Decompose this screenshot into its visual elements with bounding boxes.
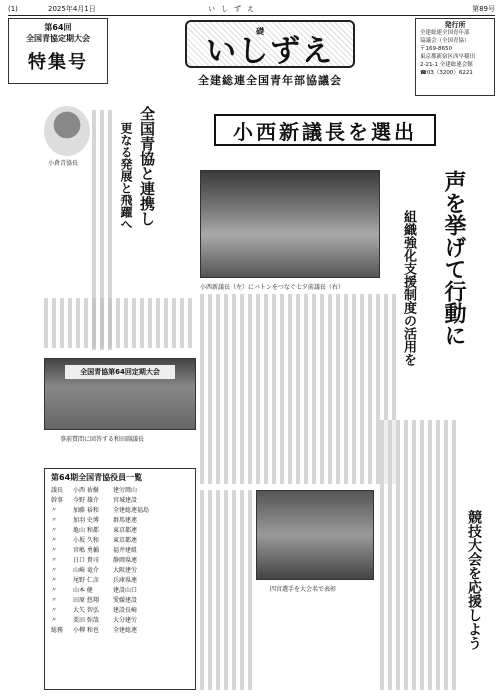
officer-name: 大矢 智弘 [73, 607, 99, 614]
photo-baton-handover [200, 170, 380, 278]
officer-role: 〃 [51, 597, 58, 604]
officer-aff: 愛媛建設 [113, 597, 138, 604]
officer-role: 総務 [51, 627, 64, 634]
officer-aff: 大阪建労 [113, 567, 138, 574]
top-line [8, 4, 495, 14]
officer-row [51, 566, 189, 576]
officer-name: 山本 健 [73, 587, 93, 594]
officer-role: 〃 [51, 577, 58, 584]
article3-headline: 競技大会を応援しよう [466, 510, 482, 650]
publisher-line: 〒169-8650 [420, 46, 452, 52]
publisher-line: 東京都新宿区西早稲田 [420, 54, 476, 60]
officer-row [51, 516, 189, 526]
officer-aff: 建設長崎 [113, 607, 138, 614]
org-name: 全建総連全国青年部協議会 [198, 74, 342, 87]
officer-role: 〃 [51, 517, 58, 524]
convention-banner: 全国青協第64回定期大会 [65, 365, 175, 379]
officer-name: 加羽 史博 [73, 517, 99, 524]
officer-row [51, 616, 189, 626]
officer-role: 〃 [51, 607, 58, 614]
officer-role: 議長 [51, 487, 64, 494]
officer-name: 亀山 和都 [73, 527, 99, 534]
top-rule [8, 15, 495, 16]
article1-headline1: 全国青協と連携し [138, 106, 156, 226]
officer-name: 小柳 和也 [73, 627, 99, 634]
main-banner-headline: 小西新議長を選出 [214, 114, 436, 146]
officer-aff: 建労岡山 [113, 487, 138, 494]
officer-row [51, 596, 189, 606]
publisher-line: 協議会（全国青協） [420, 38, 470, 44]
article3-body [380, 420, 460, 690]
officer-aff: 全建総連福島 [113, 507, 150, 514]
officer-role: 〃 [51, 617, 58, 624]
special-line3: 特集号 [28, 52, 88, 73]
photo1-caption: 小西新議長（左）にバトンをつなぐ七夕前議長（右） [200, 284, 344, 291]
officer-row [51, 606, 189, 616]
officer-name: 尾野 仁彦 [73, 577, 99, 584]
officer-row [51, 576, 189, 586]
article1-body-lower [44, 298, 196, 348]
article2-headline2: 組織強化支援制度の活用を [401, 210, 416, 366]
special-issue-box [8, 18, 108, 84]
officer-role: 〃 [51, 557, 58, 564]
officer-role: 〃 [51, 587, 58, 594]
officer-role: 〃 [51, 527, 58, 534]
officer-role: 幹事 [51, 497, 64, 504]
publisher-line: 全建総連全国青年部 [420, 30, 470, 36]
publisher-box [415, 18, 495, 96]
logo-text: いしずえ [206, 34, 334, 69]
officer-row [51, 586, 189, 596]
officer-name: 今野 雄介 [73, 497, 99, 504]
officer-row [51, 526, 189, 536]
officer-row [51, 546, 189, 556]
issue-number: 第89号 [472, 5, 495, 13]
officer-aff: 全建総連 [113, 627, 138, 634]
officer-role: 〃 [51, 547, 58, 554]
officer-aff: 大分建労 [113, 617, 138, 624]
officer-aff: 建設山口 [113, 587, 138, 594]
publisher-title: 発行所 [444, 21, 466, 29]
special-line2: 全国青協定期大会 [26, 34, 90, 43]
photo-award [256, 490, 374, 580]
officer-aff: 兵庫県連 [113, 577, 138, 584]
chair-portrait [44, 106, 90, 156]
officer-aff: 宮城建設 [113, 497, 138, 504]
masthead [170, 20, 370, 98]
officer-name: 宮嶋 勇輔 [73, 547, 99, 554]
article2-body [200, 294, 400, 484]
photo3-caption: 四宮選手を大会名で表彰 [270, 586, 337, 593]
publisher-line: ☎03（3200）6221 [420, 70, 473, 76]
officer-aff: 群馬建連 [113, 517, 138, 524]
officer-name: 加藤 裕和 [73, 507, 99, 514]
masthead-logo [185, 20, 355, 68]
officer-role: 〃 [51, 507, 58, 514]
officer-row [51, 496, 189, 506]
publisher-line: 2-21-1 全建総連会館 [420, 62, 473, 68]
logo-small: 礎 [256, 27, 266, 36]
officer-name: 栗田 弥哉 [73, 617, 99, 624]
officer-aff: 東京都連 [113, 527, 138, 534]
portrait-caption: 小倉青協長 [48, 160, 79, 167]
photo-convention [44, 358, 196, 430]
issue-date: 2025年4月1日 [48, 5, 96, 13]
officer-name: 田原 悠翔 [73, 597, 99, 604]
officer-row [51, 626, 189, 636]
officer-name: 日口 貴司 [73, 557, 99, 564]
page-number: (1) [8, 5, 18, 13]
article2-body-lower [200, 490, 252, 690]
officer-name: 山崎 竜介 [73, 567, 99, 574]
officer-aff: 東京都連 [113, 537, 138, 544]
officer-row [51, 506, 189, 516]
officers-list [44, 468, 196, 690]
paper-name: いしずえ [208, 5, 260, 13]
article1-headline2: 更なる発展と飛躍へ [119, 122, 133, 230]
officer-aff: 福井建組 [113, 547, 138, 554]
officers-title: 第64期全国青協役員一覧 [51, 473, 143, 482]
officer-aff: 静岡県連 [113, 557, 138, 564]
officer-name: 小西 祐樹 [73, 487, 99, 494]
article2-headline1: 声を挙げて行動に [441, 170, 466, 346]
officer-name: 小坂 久和 [73, 537, 99, 544]
officer-row [51, 556, 189, 566]
officer-role: 〃 [51, 567, 58, 574]
officer-row [51, 486, 189, 496]
officer-role: 〃 [51, 537, 58, 544]
photo2-caption: 事前質問に回答する和田副議長 [60, 436, 145, 443]
officer-row [51, 536, 189, 546]
special-line1: 第64回 [44, 23, 72, 32]
